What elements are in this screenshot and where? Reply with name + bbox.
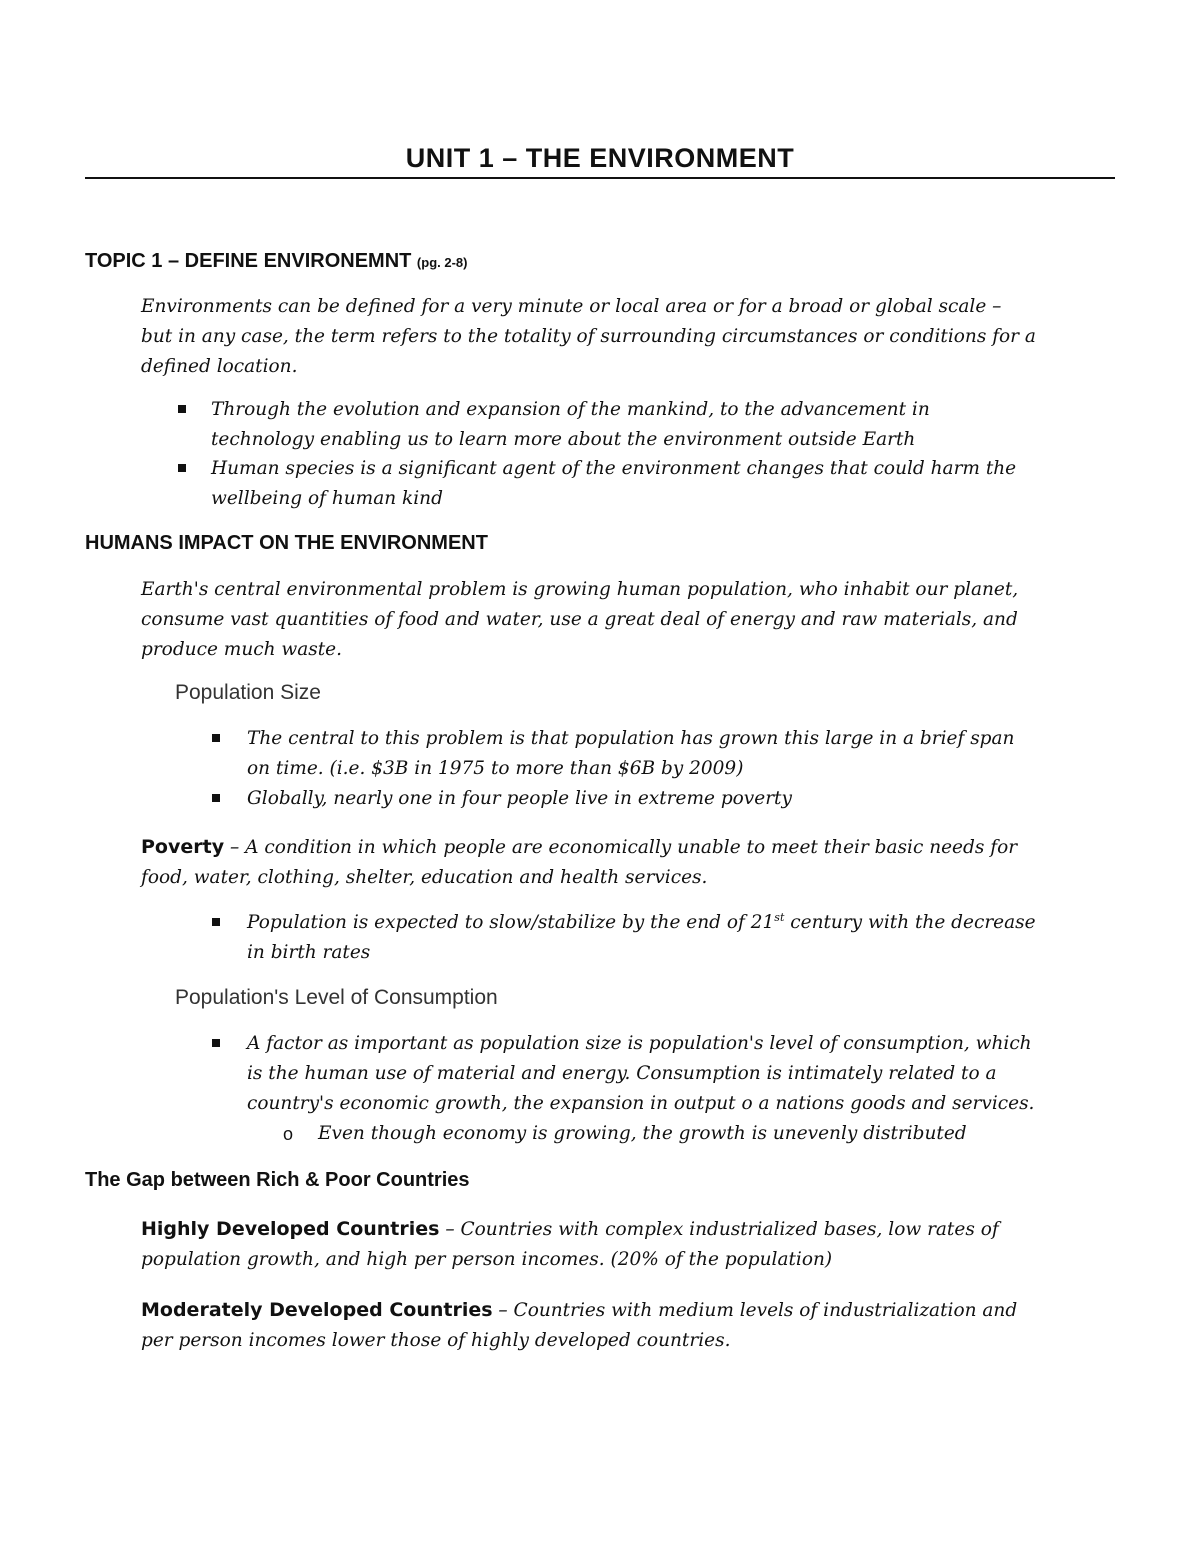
bullet-square-icon [212,918,220,926]
text-segment: century with the decrease [784,912,1036,933]
text-segment: Population is expected to slow/stabilize by the end of 21 [247,912,775,933]
definition-text: – Countries with complex industrialized bases, low rates of [439,1219,999,1240]
text-line: on time. (i.e. $3B in 1975 to more than $6B by 2009) [247,758,744,779]
bullet-square-icon [212,734,220,742]
term-poverty: Poverty [141,836,225,858]
subheading: Population's Level of Consumption [175,986,498,1009]
title-underline [85,177,1115,179]
section-heading: HUMANS IMPACT ON THE ENVIRONMENT [85,532,488,554]
list-item [247,908,1107,968]
text-line: wellbeing of human kind [211,488,443,509]
text-line: The central to this problem is that population has grown this large in a brief span [247,728,1015,749]
text-line: food, water, clothing, shelter, education and health services. [141,867,708,888]
definition-text: – Countries with medium levels of industrialization and [492,1300,1018,1321]
text-line [141,1295,1086,1326]
text-line: Globally, nearly one in four people live in extreme poverty [247,788,792,809]
subheading: Population Size [175,681,321,704]
section-heading: The Gap between Rich & Poor Countries [85,1169,470,1191]
humans-impact-paragraph [141,575,1086,665]
bullet-square-icon [212,794,220,802]
text-line: produce much waste. [141,639,343,660]
list-item [247,784,1107,814]
text-line: population growth, and high per person incomes. (20% of the population) [141,1249,833,1270]
ordinal-suffix: st [774,910,785,924]
list-item [211,454,1071,514]
text-line: Earth's central environmental problem is growing human population, who inhabit our planet, [141,579,1019,600]
text-line: technology enabling us to learn more about the environment outside Earth [211,429,916,450]
topic-heading [85,250,467,273]
text-line: Environments can be defined for a very minute or local area or for a broad or global scale – [141,296,1002,317]
page-title: UNIT 1 – THE ENVIRONMENT [405,143,795,173]
term-moderately-developed: Moderately Developed Countries [141,1299,493,1321]
text-line: Human species is a significant agent of the environment changes that could harm the [211,458,1017,479]
text-line: per person incomes lower those of highly developed countries. [141,1330,731,1351]
text-line: defined location. [141,356,298,377]
poverty-definition [141,832,1086,893]
sub-bullet-circle-icon: o [283,1124,294,1144]
text-line [141,1214,1086,1245]
text-line: in birth rates [247,942,371,963]
text-line: country's economic growth, the expansion in output o a nations goods and services. [247,1093,1035,1114]
bullet-square-icon [212,1039,220,1047]
text-line: consume vast quantities of food and water, use a great deal of energy and raw materials, and [141,609,1018,630]
environment-definition [141,292,1086,382]
text-line: A factor as important as population size is population's level of consumption, which [247,1033,1032,1054]
list-item [211,395,1071,455]
definition-text: – A condition in which people are economically unable to meet their basic needs for [224,837,1018,858]
term-highly-developed: Highly Developed Countries [141,1218,440,1240]
list-item [247,1029,1077,1119]
sub-list-item [318,1119,1078,1149]
moderately-developed-definition [141,1295,1086,1356]
topic-heading-text: TOPIC 1 – DEFINE ENVIRONEMNT [85,250,412,272]
bullet-square-icon [178,405,186,413]
list-item [247,724,1107,784]
text-line: Even though economy is growing, the growth is unevenly distributed [318,1123,967,1144]
text-line: Through the evolution and expansion of the mankind, to the advancement in [211,399,930,420]
highly-developed-definition [141,1214,1086,1275]
page-reference: (pg. 2-8) [416,255,468,270]
text-line [141,832,1086,863]
text-line: is the human use of material and energy. Consumption is intimately related to a [247,1063,997,1084]
text-line [247,908,1107,938]
bullet-square-icon [178,464,186,472]
text-line: but in any case, the term refers to the totality of surrounding circumstances or conditions for a [141,326,1036,347]
